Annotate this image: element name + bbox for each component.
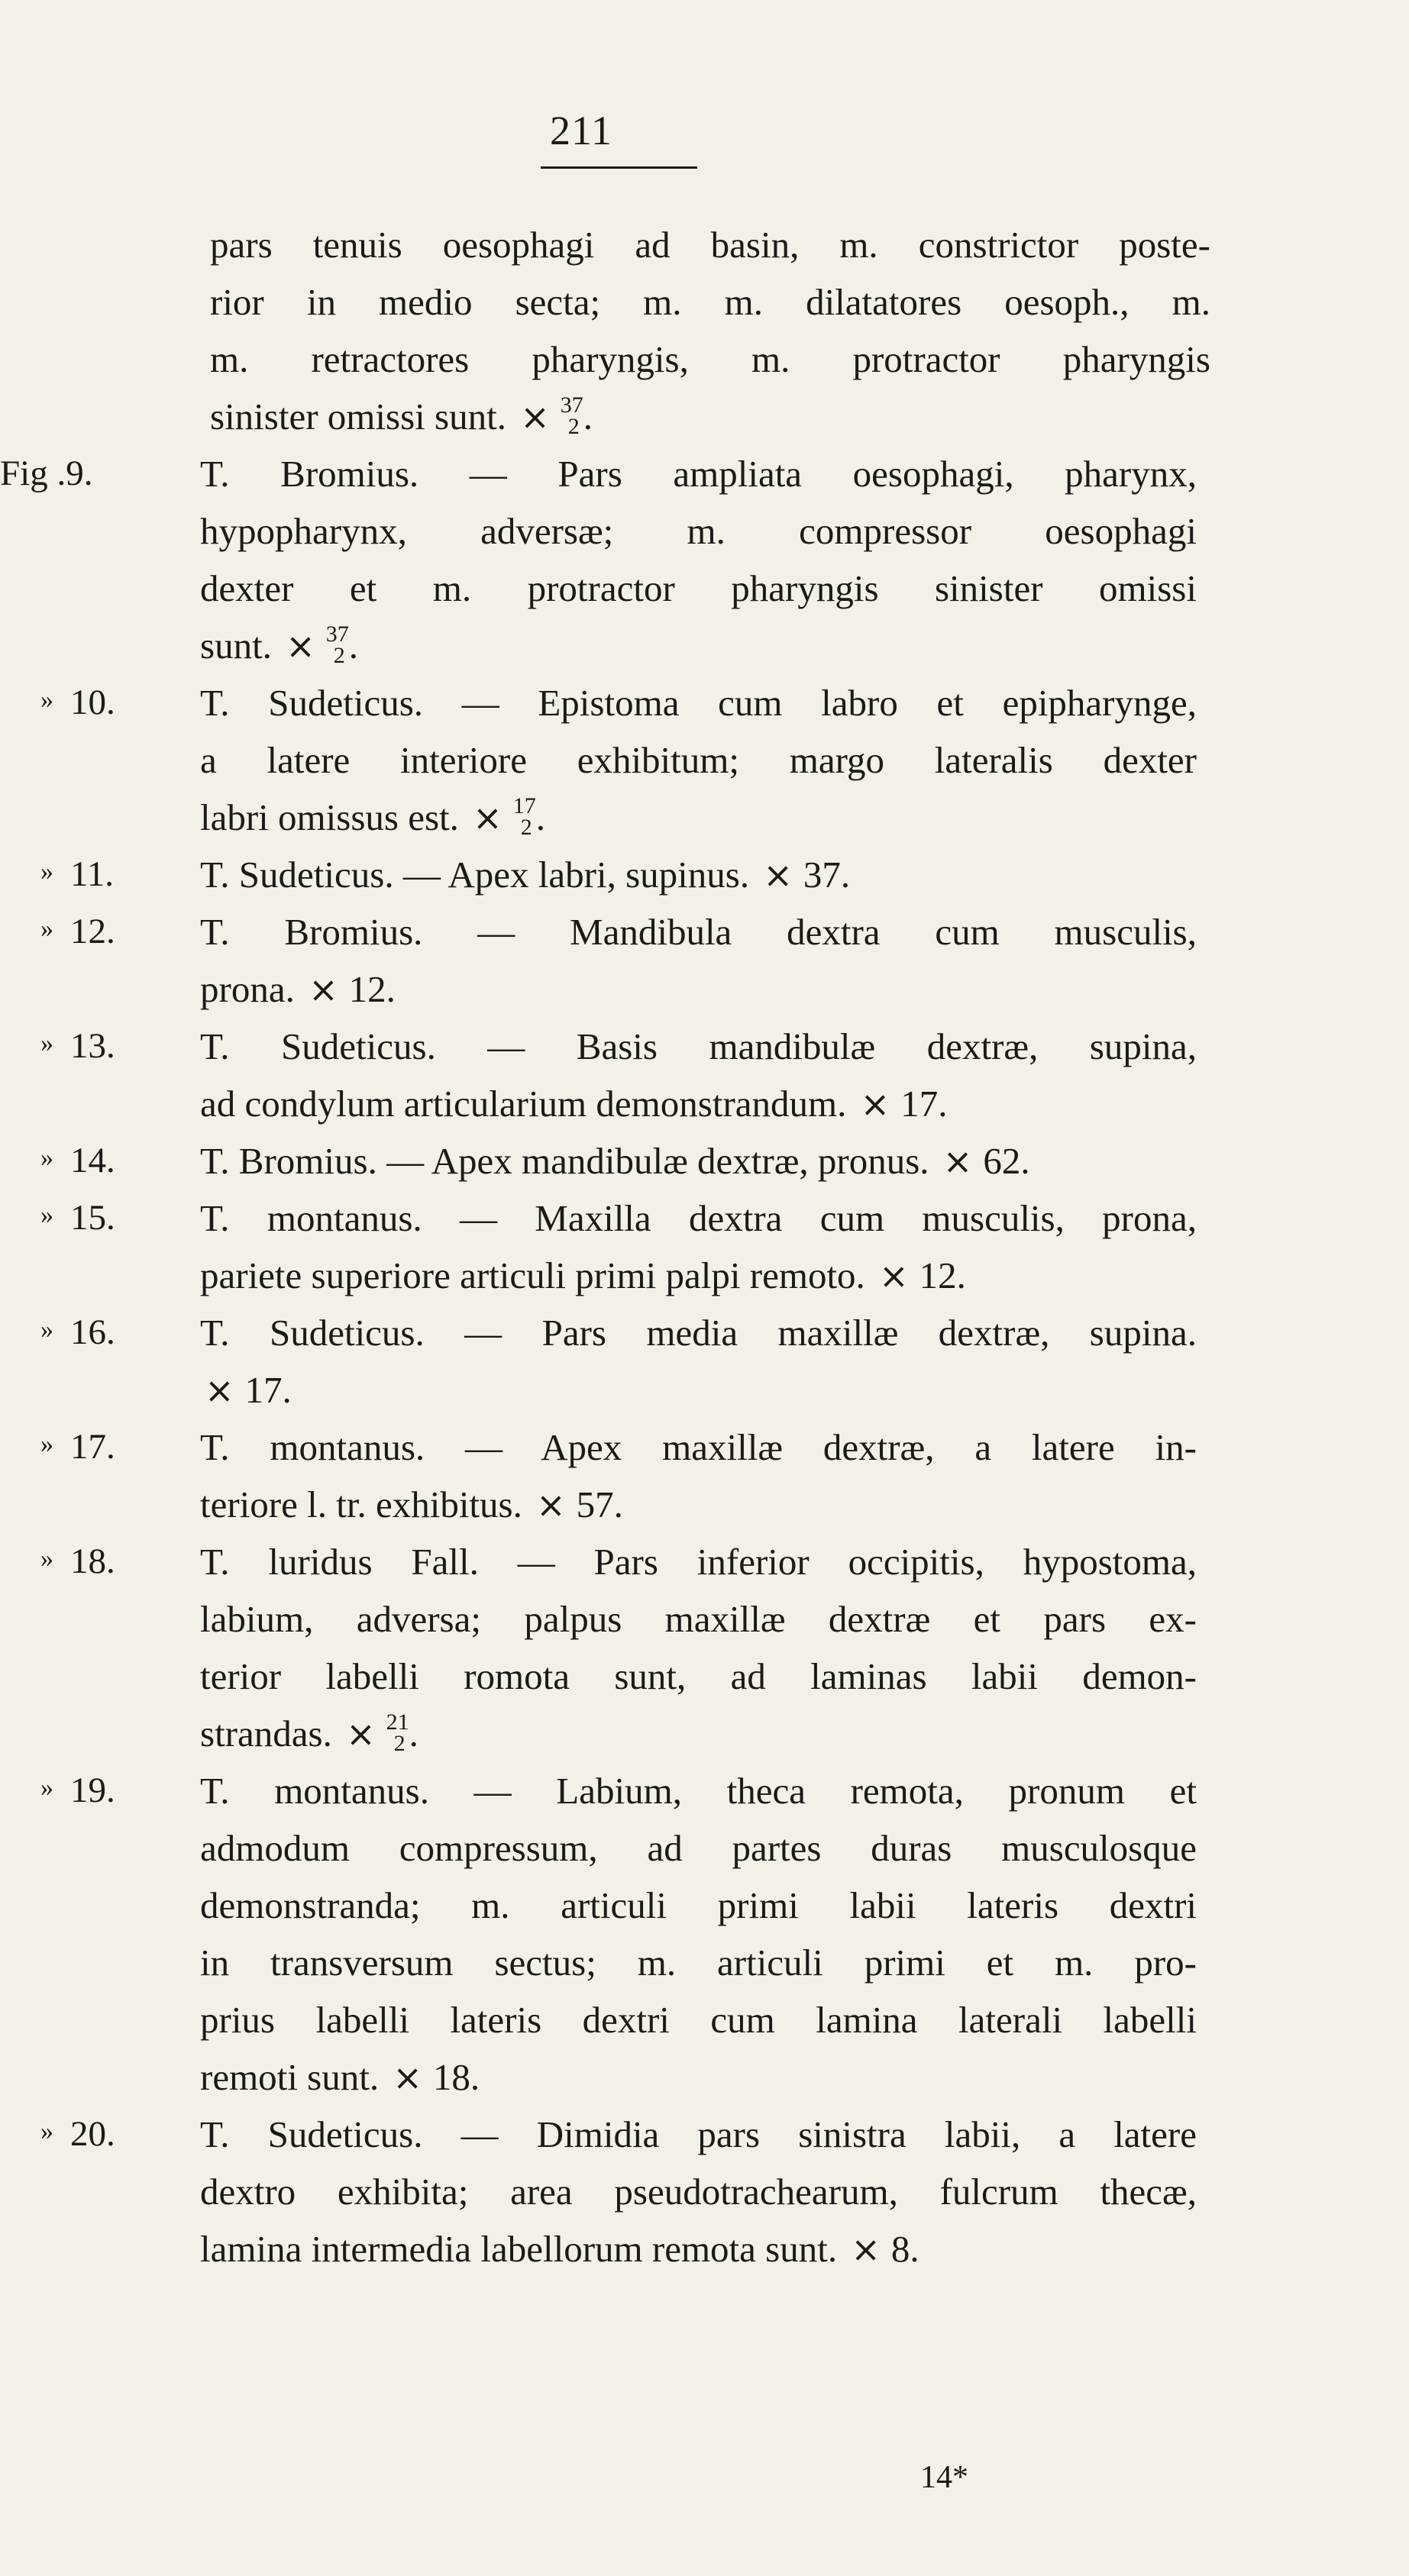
magnification-value: 18.	[432, 2056, 480, 2098]
magnification-value: 62.	[983, 1140, 1030, 1182]
figure-label	[0, 846, 191, 903]
text-line: T. montanus. — Labium, theca remota, pronum et	[200, 1770, 1197, 1812]
text-line: a latere interiore exhibitum; margo lateralis dexter	[200, 739, 1197, 781]
figure-number: Fig .9.	[0, 454, 93, 493]
figure-label	[0, 445, 191, 502]
figure-number: 18.	[70, 1541, 115, 1581]
figure-number: 10.	[70, 683, 115, 722]
text-line: rior in medio secta; m. m. dilatatores oesoph., m.	[210, 281, 1210, 323]
figure-entry	[0, 846, 1409, 903]
multiplication-sign: ×	[942, 1141, 973, 1182]
fraction-numerator: 21	[386, 1709, 409, 1735]
text-line: labium, adversa; palpus maxillæ dextræ et pars ex-	[200, 1598, 1197, 1640]
figure-number: 14.	[70, 1141, 115, 1180]
magnification-fraction	[386, 1711, 409, 1755]
figure-caption	[200, 1018, 1197, 1132]
text-line: T. Sudeticus. — Apex labri, supinus. × 37.	[200, 846, 1197, 903]
figure-entry	[0, 1132, 1409, 1190]
figure-entry	[0, 674, 1409, 846]
figure-entry	[0, 1304, 1409, 1419]
figure-label	[0, 1018, 191, 1075]
text-line: teriore l. tr. exhibitus. × 57.	[200, 1476, 1197, 1533]
figure-number: 16.	[70, 1312, 115, 1352]
figure-caption	[200, 846, 1197, 903]
fraction-denominator: 2	[520, 815, 532, 840]
text-line: pars tenuis oesophagi ad basin, m. constrictor poste-	[210, 224, 1210, 266]
multiplication-sign: ×	[309, 969, 338, 1010]
text-line: pariete superiore articuli primi palpi remoto. × 12.	[200, 1247, 1197, 1304]
figure-label	[0, 903, 191, 960]
ditto-mark: »	[40, 686, 53, 714]
text-line: dextro exhibita; area pseudotrachearum, fulcrum thecæ,	[200, 2171, 1197, 2213]
figure-label	[0, 2106, 191, 2163]
figure-label	[0, 1762, 191, 1819]
figure-label	[0, 1419, 191, 1476]
fraction-denominator: 2	[567, 414, 580, 439]
magnification-value: 8.	[890, 2228, 919, 2270]
text-line: sunt. × 37 2 .	[200, 617, 1197, 674]
figure-entry	[0, 2106, 1409, 2277]
text-line: labri omissus est. × 17 2 .	[200, 789, 1197, 846]
text-line: prona. × 12.	[200, 960, 1197, 1018]
magnification-fraction	[561, 394, 583, 438]
text-line: T. Sudeticus. — Pars media maxillæ dextræ, supina.	[200, 1312, 1197, 1354]
figure-caption	[200, 2106, 1197, 2277]
fraction-numerator: 37	[560, 392, 583, 418]
text-line: in transversum sectus; m. articuli primi et m. pro-	[200, 1942, 1197, 1984]
text-line: prius labelli lateris dextri cum lamina laterali labelli	[200, 1999, 1197, 2041]
figure-label	[0, 1533, 191, 1590]
fraction-numerator: 17	[512, 793, 536, 818]
figure-caption	[200, 1419, 1197, 1533]
figure-entry	[0, 1762, 1409, 2106]
page-number-rule	[541, 166, 697, 169]
multiplication-sign: ×	[205, 1370, 234, 1411]
signature-mark: 14*	[920, 2460, 968, 2495]
ditto-mark: »	[40, 857, 53, 886]
figure-legend-list	[0, 445, 1409, 2277]
text-line: demonstranda; m. articuli primi labii lateris dextri	[200, 1884, 1197, 1926]
text-line: T. luridus Fall. — Pars inferior occipitis, hypostoma,	[200, 1541, 1197, 1583]
figure-label	[0, 674, 191, 731]
ditto-mark: »	[40, 1144, 53, 1172]
ditto-mark: »	[40, 915, 53, 943]
figure-number: 15.	[70, 1198, 115, 1238]
text-line: strandas. × 21 2 .	[200, 1705, 1197, 1762]
figure-caption	[200, 1190, 1197, 1304]
text-line: hypopharynx, adversæ; m. compressor oesophagi	[200, 510, 1197, 552]
multiplication-sign: ×	[851, 2229, 881, 2270]
multiplication-sign: ×	[286, 625, 315, 667]
ditto-mark: »	[40, 1545, 53, 1573]
ditto-mark: »	[40, 1430, 53, 1458]
ditto-mark: »	[40, 1315, 53, 1344]
multiplication-sign: ×	[860, 1083, 890, 1125]
figure-caption	[200, 1132, 1197, 1190]
figure-caption	[200, 1304, 1197, 1419]
figure-label	[0, 1132, 191, 1190]
multiplication-sign: ×	[393, 2057, 422, 2098]
ditto-mark: »	[40, 2117, 53, 2145]
text-line: T. Sudeticus. — Dimidia pars sinistra labii, a latere	[200, 2113, 1197, 2155]
multiplication-sign: ×	[879, 1255, 909, 1296]
magnification-value: 57.	[576, 1483, 623, 1525]
intro-paragraph	[210, 216, 1210, 445]
text-line: terior labelli romota sunt, ad laminas labii demon-	[200, 1655, 1197, 1697]
fraction-denominator: 2	[393, 1731, 406, 1756]
figure-caption	[200, 903, 1197, 1018]
text-line	[200, 1361, 1197, 1419]
text-line: T. montanus. — Maxilla dextra cum musculis, prona,	[200, 1197, 1197, 1239]
text-line: admodum compressum, ad partes duras musculosque	[200, 1827, 1197, 1869]
multiplication-sign: ×	[763, 854, 793, 896]
magnification-value: 17.	[900, 1083, 948, 1125]
figure-entry	[0, 1419, 1409, 1533]
figure-number: 19.	[70, 1771, 115, 1810]
figure-number: 11.	[70, 854, 115, 894]
multiplication-sign: ×	[473, 797, 503, 838]
multiplication-sign: ×	[520, 396, 550, 437]
figure-number: 20.	[70, 2114, 115, 2154]
magnification-value: 12.	[348, 968, 396, 1010]
fraction-numerator: 37	[325, 621, 349, 647]
figure-number: 12.	[70, 912, 115, 951]
figure-caption	[200, 445, 1197, 674]
multiplication-sign: ×	[536, 1484, 566, 1525]
figure-entry	[0, 445, 1409, 674]
ditto-mark: »	[40, 1029, 53, 1057]
figure-number: 17.	[70, 1427, 115, 1467]
magnification-value: 12.	[919, 1254, 966, 1296]
figure-entry	[0, 1190, 1409, 1304]
text-line: T. Sudeticus. — Basis mandibulæ dextræ, supina,	[200, 1025, 1197, 1067]
magnification-fraction	[513, 795, 536, 839]
figure-caption	[200, 1762, 1197, 2106]
text-line: T. Sudeticus. — Epistoma cum labro et epipharynge,	[200, 682, 1197, 724]
multiplication-sign: ×	[346, 1713, 376, 1754]
text-line: remoti sunt. × 18.	[200, 2048, 1197, 2106]
magnification-value: 37.	[803, 854, 851, 896]
ditto-mark: »	[40, 1201, 53, 1229]
figure-entry	[0, 1533, 1409, 1762]
magnification-value: 17.	[244, 1369, 292, 1411]
page-number: 211	[550, 108, 612, 153]
fraction-denominator: 2	[333, 643, 345, 668]
text-line: sinister omissi sunt. × 37 2 .	[210, 388, 1210, 445]
figure-entry	[0, 903, 1409, 1018]
text-line: lamina intermedia labellorum remota sunt. × 8.	[200, 2220, 1197, 2277]
ditto-mark: »	[40, 1774, 53, 1802]
text-line: dexter et m. protractor pharyngis sinister omissi	[200, 567, 1197, 609]
text-line: T. Bromius. — Pars ampliata oesophagi, pharynx,	[200, 453, 1197, 495]
text-line: T. Bromius. — Apex mandibulæ dextræ, pronus. × 62.	[200, 1132, 1197, 1190]
text-line: ad condylum articularium demonstrandum. × 17.	[200, 1075, 1197, 1132]
text-line: m. retractores pharyngis, m. protractor pharyngis	[210, 338, 1210, 380]
figure-caption	[200, 674, 1197, 846]
text-line: T. montanus. — Apex maxillæ dextræ, a latere in-	[200, 1426, 1197, 1468]
figure-label	[0, 1190, 191, 1247]
figure-caption	[200, 1533, 1197, 1762]
figure-number: 13.	[70, 1026, 115, 1066]
magnification-fraction	[326, 623, 349, 667]
figure-label	[0, 1304, 191, 1361]
text-line: T. Bromius. — Mandibula dextra cum musculis,	[200, 911, 1197, 953]
figure-entry	[0, 1018, 1409, 1132]
